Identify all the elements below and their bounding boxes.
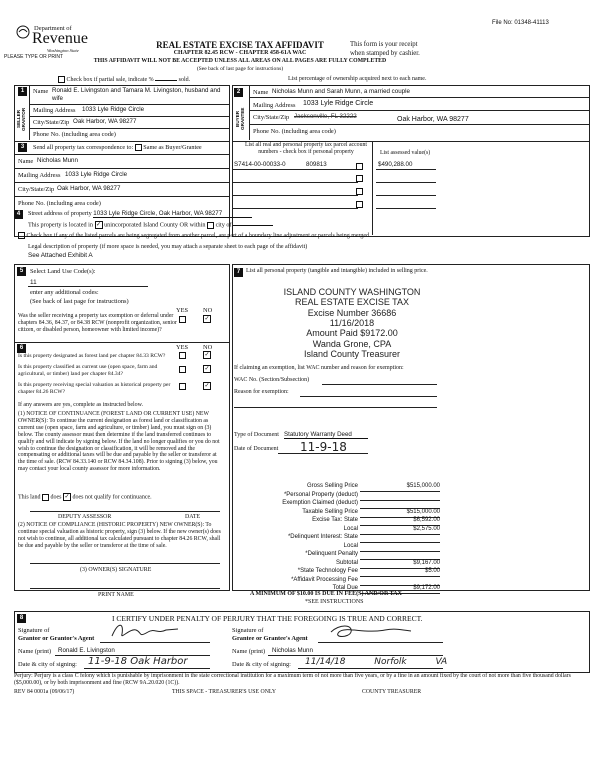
buyer-mailing-label: Mailing Address <box>253 102 296 109</box>
total-label-interest-local: Local <box>343 542 358 549</box>
total-label-interest-state: *Delinquent Interest: State <box>287 534 358 540</box>
total-label-exemption: Exemption Claimed (deduct) <box>282 500 358 506</box>
buyer-city-label: City/State/Zip <box>253 114 290 121</box>
section5-number: 5 <box>17 267 26 276</box>
buyer-grantee-label: BUYER GRANTEE <box>235 107 246 131</box>
notice-compliance: (2) NOTICE OF COMPLIANCE (HISTORIC PROPERTY) NEW OWNER(S): To continue special valuation as historic property, sign (3) below. If the new owner(s) does not wish to continue, all additional tax calculated pursuant to chapter 84.26 RCW, shall be due and payable by the seller or transferor at the time of sale. <box>18 522 221 549</box>
buyer-name-label: Name <box>253 89 269 96</box>
dor-logo <box>14 24 94 58</box>
city-checkbox[interactable] <box>207 222 214 229</box>
partial-sale-checkbox[interactable] <box>58 76 65 83</box>
agency-line3: Washington State <box>47 48 79 53</box>
parcel-row1-account[interactable]: 809813 <box>306 161 327 168</box>
stamp-line6: Wanda Grone, CPA <box>312 338 392 349</box>
personal-property-checkbox-2[interactable] <box>356 175 363 182</box>
section3-number: 3 <box>18 143 27 152</box>
deputy-assessor-label: DEPUTY ASSESSOR <box>58 514 112 520</box>
partial-sale-sold: sold. <box>178 76 191 83</box>
total-value-subtotal[interactable]: $9,167.00 <box>413 559 440 566</box>
additional-codes: enter any additional codes: <box>30 289 99 296</box>
wac-label: WAC No. (Section/Subsection) <box>234 377 310 383</box>
stamp-line4: 11/16/2018 <box>329 318 375 329</box>
certify-statement: I CERTIFY UNDER PENALTY OF PERJURY THAT THE FOREGOING IS TRUE AND CORRECT. <box>112 614 423 623</box>
exempt-yes-checkbox[interactable] <box>179 316 186 323</box>
total-label-excise-local: Local <box>343 525 358 532</box>
total-value-total-due[interactable]: $9,172.00 <box>413 585 440 591</box>
legal-desc-label: Legal description of property (if more space is needed, you may attach a separate sheet to each page of the affidavit) <box>28 244 308 250</box>
historic-yes-checkbox[interactable] <box>179 383 186 390</box>
exempt-question: Was the seller receiving a property tax exemption or deferral under chapters 84.36, 84.37, or 84.38 RCW (nonprofit organization, senior citizen, or disabled person, homeowner with limited income)? <box>18 313 177 333</box>
send-correspondence-label: Send all property tax correspondence to: <box>33 144 134 151</box>
stamp-line5: Amount Paid $9172.00 <box>306 328 398 339</box>
list-percentage-note: List percentage of ownership acquired next to each name. <box>288 76 427 82</box>
grantor-date-city-label: Date & city of signing: <box>18 661 77 668</box>
personal-property-checkbox-1[interactable] <box>356 163 363 170</box>
receipt-note-2: when stamped by cashier. <box>350 50 420 57</box>
current-use-question: Is this property classified as current use (open space, farm and agricultural, or timber) land per chapter 84.34? <box>18 364 158 377</box>
corr-mailing-label: Mailing Address <box>18 172 61 179</box>
land-use-value[interactable]: 11 <box>30 279 37 286</box>
street-row <box>28 210 252 217</box>
s5-no-header: NO <box>203 307 213 314</box>
see-instructions: *SEE INSTRUCTIONS <box>305 599 364 605</box>
forest-no-checkbox[interactable]: ✓ <box>204 352 210 358</box>
grantee-name-label: Name (print) <box>232 648 266 655</box>
exempt-no-checkbox[interactable]: ✓ <box>204 316 210 322</box>
grantor-name-value[interactable]: Ronald E. Livingston <box>58 647 115 654</box>
located-text-1: This property is located in <box>28 221 93 229</box>
unincorporated-checkbox[interactable]: ✓ <box>96 222 102 228</box>
exemption-claim-label: If claiming an exemption, list WAC number and reason for exemption: <box>234 365 404 371</box>
section8-number: 8 <box>17 614 26 623</box>
forest-question: Is this property designated as forest land per chapter 84.33 RCW? <box>18 353 166 359</box>
perjury-notice: Perjury: Perjury is a class C felony which is punishable by imprisonment in the state correctional institution for a maximum term of not more than five years, or by a fine in an amount fixed by the court of not more than five thousand dollars ($5,000.00), or by both imprisonment and fine (RCW 9A.20.020 (1C)). <box>14 673 571 686</box>
total-label-processing-fee: *Affidavit Processing Fee <box>291 576 358 583</box>
partial-sale-row <box>58 76 190 83</box>
corr-phone-label[interactable]: Phone No. (including area code) <box>18 200 101 207</box>
stamp-line1: ISLAND COUNTY WASHINGTON <box>283 287 421 297</box>
same-as-buyer-checkbox[interactable] <box>135 144 142 151</box>
s6-yes-header: YES <box>176 344 189 351</box>
assessed-header: List assessed value(s) <box>380 150 431 156</box>
notice-continuance: (1) NOTICE OF CONTINUANCE (FOREST LAND OR CURRENT USE) NEW OWNER(S): To continue the current designation as forest land or classification as current use (open space, farm and agriculture, or timber) land, you must sign on (3) below. The county assessor must then determine if the land transferred continues to qualify and will indicate by signing below. If the land no longer qualifies or you do not wish to continue the designation or classification, it will be removed and the compensating or additional taxes will be due and payable by the seller or transferor at the time of sale. (RCW 84.33.140 or RCW 84.34.108). Prior to signing (3) below, you may contact your local county assessor for more information. <box>18 411 220 473</box>
grantor-sig-label-1: Signature of <box>18 627 50 634</box>
historic-question: Is this property receiving special valuation as historical property per chapter 84.26 RCW? <box>18 382 171 395</box>
agency-line1: Department of <box>34 25 72 32</box>
does-not-checkbox[interactable]: ✓ <box>64 494 70 500</box>
seller-grantor-label: SELLER GRANTOR <box>16 107 27 131</box>
stamp-line2: REAL ESTATE EXCISE TAX <box>294 297 410 308</box>
partial-sale-label: Check box if partial sale, indicate % <box>66 76 154 83</box>
corr-city-label: City/State/Zip <box>18 186 55 193</box>
seller-city-value[interactable]: Oak Harbor, WA 98277 <box>73 118 137 125</box>
rev-number: REV 84 0001a (09/06/17) <box>14 689 75 695</box>
grantee-sig-label-2: Grantee or Grantee's Agent <box>232 635 308 642</box>
forest-yes-checkbox[interactable] <box>179 352 186 359</box>
send-correspondence-row <box>33 144 202 151</box>
does-not-label: does not <box>72 494 93 501</box>
s5-yes-header: YES <box>176 307 189 314</box>
buyer-city-struck: Jacksonville, FL 32222 <box>294 113 357 120</box>
grantor-name-label: Name (print) <box>18 648 52 655</box>
file-number: File No: 01348-41113 <box>492 20 549 26</box>
treasurer-only: THIS SPACE - TREASURER'S USE ONLY <box>172 689 277 695</box>
qualify-label: qualify for continuance. <box>94 494 152 501</box>
section2-number: 2 <box>234 88 243 97</box>
section7-number: 7 <box>234 268 243 277</box>
grantee-name-value[interactable]: Nicholas Munn <box>272 647 313 654</box>
located-row <box>28 221 273 229</box>
doc-date-value[interactable]: 11-9-18 <box>300 440 347 454</box>
assessor-date-label: DATE <box>185 514 201 520</box>
seller-mailing-value[interactable]: 1033 Lyle Ridge Circle <box>82 106 145 113</box>
total-value-excise-local[interactable]: $2,575.00 <box>413 525 440 532</box>
personal-property-checkbox-3[interactable] <box>356 188 363 195</box>
total-label-excise-state: Excise Tax: State <box>312 517 358 523</box>
seller-name-label: Name <box>33 88 49 95</box>
doc-date-label: Date of Document <box>234 446 279 452</box>
total-value-excise-state[interactable]: $6,592.00 <box>413 517 440 523</box>
total-label-subtotal: Subtotal <box>335 559 358 566</box>
total-label-tech-fee: *State Technology Fee <box>297 568 358 574</box>
does-checkbox[interactable] <box>42 494 49 501</box>
grantee-sig-label-1: Signature of <box>232 627 264 634</box>
doc-type-label: Type of Document <box>234 432 279 438</box>
form-title: REAL ESTATE EXCISE TAX AFFIDAVIT <box>156 40 324 50</box>
grantor-sig-label-2: Grantor or Grantor's Agent <box>18 635 95 642</box>
same-as-buyer-label: Same as Buyer/Grantee <box>143 144 202 151</box>
parcels-header: List all real and personal property tax parcel account numbers - check box if personal property <box>244 142 367 155</box>
owner-signature-label[interactable]: (3) OWNER(S) SIGNATURE <box>80 567 152 573</box>
print-name-label[interactable]: PRINT NAME <box>98 592 134 598</box>
historic-no-checkbox[interactable]: ✓ <box>204 383 210 389</box>
current-use-yes-checkbox[interactable] <box>179 366 186 373</box>
s6-no-header: NO <box>203 344 213 351</box>
total-label-penalty: *Delinquent Penalty <box>305 551 358 557</box>
if-any-yes: If any answers are yes, complete as instructed below. <box>18 402 143 408</box>
agency-line2: Revenue <box>32 30 88 47</box>
grantee-date-city-value[interactable]: 11/14/18 Norfolk VA <box>305 657 448 667</box>
doc-type-value[interactable]: Statutory Warranty Deed <box>284 431 368 439</box>
located-text-3: city of <box>215 221 232 229</box>
land-use-label: Select Land Use Code(s): <box>30 268 96 275</box>
minimum-due: A MINIMUM OF $10.00 IS DUE IN FEE(S) AND/OR TAX <box>250 591 402 597</box>
total-value-tech-fee[interactable]: $5.00 <box>424 568 440 574</box>
grantor-signature[interactable] <box>108 620 188 642</box>
grantor-date-city-value[interactable]: 11-9-18 Oak Harbor <box>88 656 188 667</box>
county-treasurer: COUNTY TREASURER <box>362 689 422 695</box>
corr-name-label: Name <box>18 158 34 165</box>
located-text-2: unincorporated Island County OR within <box>104 221 206 229</box>
total-label-total-due: Total Due <box>332 585 358 591</box>
stamp-line7: Island County Treasurer <box>303 349 401 360</box>
section4-number: 4 <box>14 210 23 219</box>
stamp-line3: Excise Number 36686 <box>307 307 397 318</box>
street-label: Street address of property <box>28 210 92 217</box>
excise-stamp <box>262 287 442 359</box>
corr-name-value[interactable]: Nicholas Munn <box>37 157 78 164</box>
total-value-gross[interactable]: $515,000.00 <box>406 483 440 489</box>
buyer-phone-label[interactable]: Phone No. (including area code) <box>253 128 336 135</box>
corr-mailing-value[interactable]: 1033 Lyle Ridge Circle <box>65 171 128 178</box>
buyer-mailing-value[interactable]: 1033 Lyle Ridge Circle <box>303 100 374 107</box>
total-label-personal: *Personal Property (deduct) <box>283 491 358 498</box>
seller-mailing-label: Mailing Address <box>33 107 76 114</box>
legal-desc-value[interactable]: See Attached Exhibit A <box>28 252 93 259</box>
segregated-row <box>18 232 371 239</box>
land-use-see-back: (See back of last page for instructions) <box>30 298 129 305</box>
continuance-row <box>18 493 152 501</box>
parcel-row1-number[interactable]: S7414-00-00033-0 <box>234 161 286 168</box>
this-land-label: This land <box>18 494 41 501</box>
personal-property-checkbox-4[interactable] <box>356 201 363 208</box>
seller-name-value[interactable]: Ronald E. Livingston and Tamara M. Livingston, husband and wife <box>52 87 221 102</box>
parcel-row1-value[interactable]: $490,288.00 <box>378 161 413 168</box>
dor-logo-mark <box>14 25 32 39</box>
seller-phone-label[interactable]: Phone No. (including area code) <box>33 131 116 138</box>
receipt-note-1: This form is your receipt <box>350 41 418 48</box>
grantee-date-city-label: Date & city of signing: <box>232 661 291 668</box>
section6-number: 6 <box>17 344 26 353</box>
reason-label: Reason for exemption: <box>234 389 289 395</box>
grantee-signature[interactable] <box>325 620 415 642</box>
street-value[interactable]: 1033 Lyle Ridge Circle, Oak Harbor, WA 98277 <box>93 210 252 218</box>
form-warning: THIS AFFIDAVIT WILL NOT BE ACCEPTED UNLESS ALL AREAS ON ALL PAGES ARE FULLY COMPLETED <box>93 58 387 64</box>
does-label: does <box>50 494 62 501</box>
segregated-label: Check box if any of the listed parcels are being segregated from another parcel, are part of a boundary line adjustment or parcels being merged. <box>26 232 371 239</box>
total-value-taxable[interactable]: $515,000.00 <box>406 508 440 515</box>
total-label-taxable: Taxable Selling Price <box>302 508 358 515</box>
buyer-city-value[interactable]: Oak Harbor, WA 98277 <box>397 116 469 123</box>
personal-property-list-label: List all personal property (tangible and intangible) included in selling price. <box>246 268 428 274</box>
current-use-no-checkbox[interactable]: ✓ <box>204 366 210 372</box>
section1-number: 1 <box>18 87 27 96</box>
corr-city-value[interactable]: Oak Harbor, WA 98277 <box>57 185 121 192</box>
see-back: (See back of last page for instructions) <box>196 66 284 72</box>
please-type: PLEASE TYPE OR PRINT <box>4 54 64 60</box>
segregated-checkbox[interactable] <box>18 232 25 239</box>
seller-city-label: City/State/Zip <box>33 119 70 126</box>
total-label-gross: Gross Selling Price <box>306 483 358 489</box>
buyer-name-value[interactable]: Nicholas Munn and Sarah Munn, a married couple <box>272 88 410 95</box>
form-subtitle: CHAPTER 82.45 RCW - CHAPTER 458-61A WAC <box>173 50 307 56</box>
